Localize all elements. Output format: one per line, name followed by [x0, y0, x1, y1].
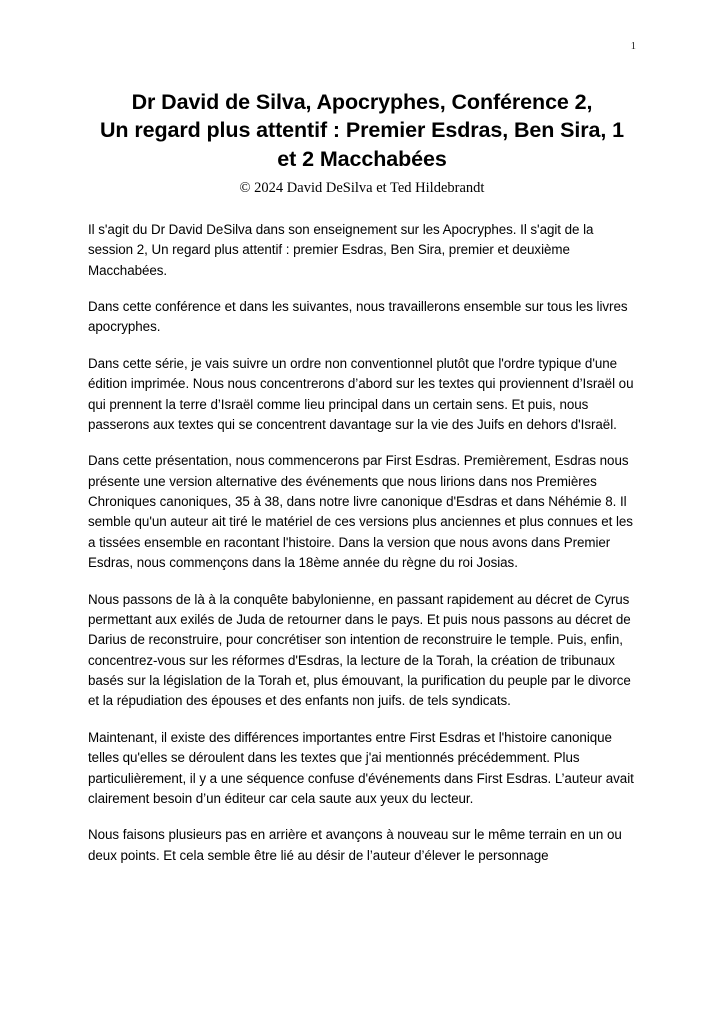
paragraph: Maintenant, il existe des différences importantes entre First Esdras et l'histoire canonique telles qu'elles se déroulent dans les textes que j'ai mentionnés précédemment. Plus particulièrement, il y a une séquence confuse d'événements dans First Esdras. L’auteur avait clairement besoin d’un éditeur car cela saute aux yeux du lecteur. — [88, 729, 634, 806]
copyright-line: © 2024 David DeSilva et Ted Hildebrandt — [239, 180, 485, 197]
title-line-3: et 2 Macchabées — [277, 146, 447, 171]
document-body — [88, 220, 636, 866]
title-line-2: Un regard plus attentif : Premier Esdras, Ben Sira, 1 — [99, 118, 624, 143]
title-line-1: Dr David de Silva, Apocryphes, Conférence 2, — [131, 90, 593, 114]
paragraph: Nous faisons plusieurs pas en arrière et avançons à nouveau sur le même terrain en un ou deux points. Et cela semble être lié au désir de l’auteur d’élever le personnage — [88, 827, 622, 863]
paragraph: Dans cette présentation, nous commencerons par First Esdras. Premièrement, Esdras nous présente une version alternative des événements que nous lirions dans nos Premières Chroniques canoniques, 35 à 38, dans notre livre canonique d'Esdras et dans Néhémie 8. Il semble qu'un auteur ait tiré le matériel de ces versions plus anciennes et plus connues et les a tissées ensemble en racontant l'histoire. Dans la version que nous avons dans Premier Esdras, nous commençons dans la 18ème année du règne du roi Josias. — [88, 453, 633, 571]
paragraph: Dans cette série, je vais suivre un ordre non conventionnel plutôt que l'ordre typique d'une édition imprimée. Nous nous concentrerons d’abord sur les textes qui proviennent d’Israël ou qui prennent la terre d’Israël comme lieu principal dans un certain sens. Et puis, nous passerons aux textes qui se concentrent davantage sur la vie des Juifs en dehors d'Israël. — [88, 355, 634, 432]
page-number: 1 — [630, 41, 636, 52]
paragraph: Dans cette conférence et dans les suivantes, nous travaillerons ensemble sur tous les livres apocryphes. — [88, 299, 628, 335]
paragraph: Nous passons de là à la conquête babylonienne, en passant rapidement au décret de Cyrus permettant aux exilés de Juda de retourner dans le pays. Et puis nous passons au décret de Darius de reconstruire, pour concrétiser son intention de reconstruire le temple. Puis, enfin, concentrez-vous sur les réformes d'Esdras, la lecture de la Torah, la création de tribunaux basés sur la législation de la Torah et, plus émouvant, la purification du peuple par le divorce et la répudiation des épouses et des enfants non juifs. de tels syndicats. — [88, 591, 631, 709]
paragraph: Il s'agit du Dr David DeSilva dans son enseignement sur les Apocryphes. Il s'agit de la session 2, Un regard plus attentif : premier Esdras, Ben Sira, premier et deuxième Macchabées. — [88, 221, 594, 278]
page-title — [88, 88, 636, 173]
